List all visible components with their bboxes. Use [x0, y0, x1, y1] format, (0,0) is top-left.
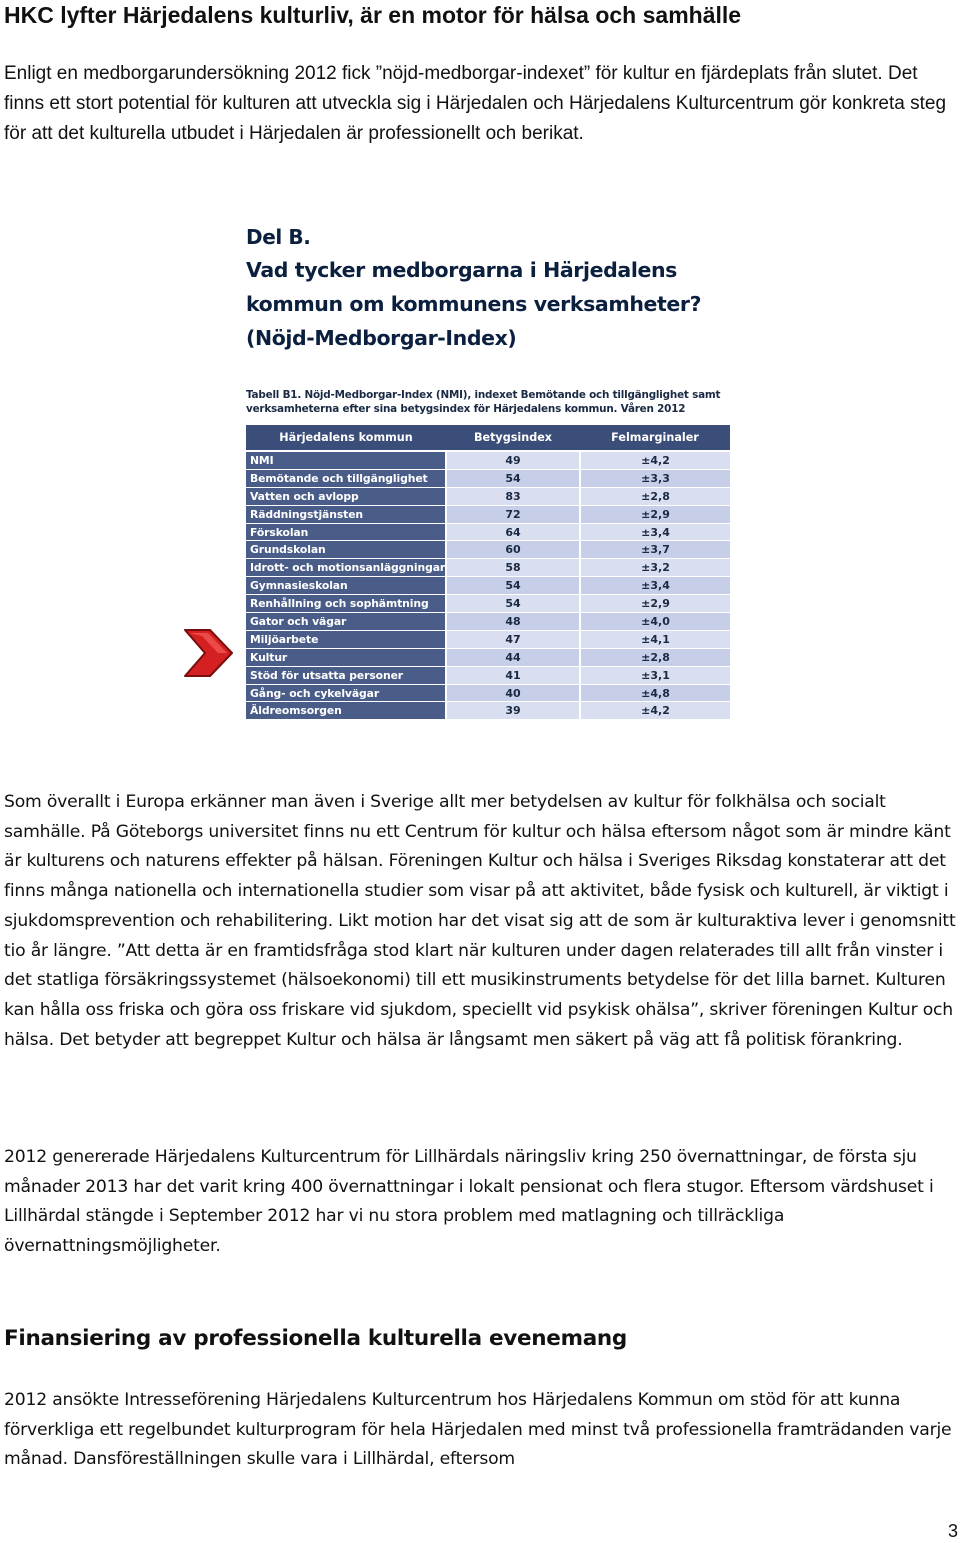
row-score-cell: 64 — [446, 523, 580, 541]
table-row — [246, 684, 730, 702]
page-number: 3 — [947, 1521, 958, 1541]
row-name-cell: Räddningstjänsten — [246, 505, 446, 523]
row-margin-cell: ±3,3 — [580, 469, 730, 487]
intro-paragraph: Enligt en medborgarundersökning 2012 fick ”nöjd-medborgar-indexet” för kultur en fjärdeplats från slutet. Det finns ett stort potential för kulturen att utveckla sig i Härjedalen och Härjedalens Kulturcentrum gör konkreta steg för att det kulturella utbudet i Härjedalen är professionellt och berikat. — [4, 63, 947, 144]
table-row — [246, 630, 730, 648]
table-row — [246, 559, 730, 577]
table-row — [246, 613, 730, 631]
row-score-cell: 54 — [446, 577, 580, 595]
paragraph-financing: 2012 ansökte Intresseförening Härjedalens Kulturcentrum hos Härjedalens Kommun om stöd för att kunna förverkliga ett regelbundet kulturprogram för hela Härjedalen med minst två professionella framträdanden varje månad. Dansföreställningen skulle vara i Lillhärdal, eftersom — [4, 1390, 952, 1470]
column-header-municipality: Härjedalens kommun — [246, 425, 446, 451]
row-name-cell: Vatten och avlopp — [246, 487, 446, 505]
table-row — [246, 451, 730, 469]
row-margin-cell: ±4,0 — [580, 613, 730, 631]
section-subheading: Finansiering av professionella kulturella evenemang — [4, 1326, 627, 1351]
row-score-cell: 54 — [446, 469, 580, 487]
row-name-cell: Grundskolan — [246, 541, 446, 559]
row-score-cell: 49 — [446, 451, 580, 469]
page-heading: HKC lyfter Härjedalens kulturliv, är en motor för hälsa och samhälle — [4, 2, 742, 28]
figure-question-line-2: kommun om kommunens verksamheter? — [246, 292, 702, 316]
row-name-cell: Förskolan — [246, 523, 446, 541]
row-margin-cell: ±4,2 — [580, 702, 730, 720]
row-margin-cell: ±3,1 — [580, 666, 730, 684]
table-row — [246, 505, 730, 523]
row-score-cell: 40 — [446, 684, 580, 702]
table-row — [246, 666, 730, 684]
row-margin-cell: ±3,2 — [580, 559, 730, 577]
table-row — [246, 702, 730, 720]
row-margin-cell: ±2,8 — [580, 487, 730, 505]
nmi-table — [246, 425, 730, 720]
table-row — [246, 469, 730, 487]
figure-question-line-3: (Nöjd-Medborgar-Index) — [246, 326, 517, 350]
nmi-figure — [176, 213, 736, 725]
row-score-cell: 54 — [446, 595, 580, 613]
figure-caption — [246, 388, 736, 416]
row-score-cell: 44 — [446, 648, 580, 666]
table-row — [246, 595, 730, 613]
row-score-cell: 72 — [446, 505, 580, 523]
row-name-cell: Bemötande och tillgänglighet — [246, 469, 446, 487]
row-score-cell: 58 — [446, 559, 580, 577]
row-name-cell: Renhållning och sophämtning — [246, 595, 446, 613]
table-header-row — [246, 425, 730, 451]
paragraph-culture-health: Som överallt i Europa erkänner man även i Sverige allt mer betydelsen av kultur för folkhälsa och socialt samhälle. På Göteborgs universitet finns nu ett Centrum för kultur och hälsa eftersom något som är mindre känt är kulturens och naturens effekter på hälsan. Föreningen Kultur och hälsa i Sveriges Riksdag konstaterar att det finns många nationella och internationella studier som visar på att aktivitet, både fysisk och kulturell, är viktigt i sjukdomsprevention och rehabilitering. Likt motion har det visat sig att de som är kulturaktiva lever i genomsnitt tio år längre. ”Att detta är en framtidsfråga stod klart när kulturen under dagen relaterades till allt från vinster i det statliga försäkringssystemet (hälsoekonomi) till ett musikinstruments betydelse för det lilla barnet. Kulturen kan hålla oss friska och göra oss friskare vid sjukdom, speciellt vid psykisk ohälsa”, skriver föreningen Kultur och hälsa. Det betyder att begreppet Kultur och hälsa är långsamt men säkert på väg att få politisk förankring. — [4, 792, 956, 1050]
row-margin-cell: ±3,7 — [580, 541, 730, 559]
figure-caption-line-2: verksamheterna efter sina betygsindex för Härjedalens kommun. Våren 2012 — [246, 403, 686, 415]
table-row — [246, 648, 730, 666]
table-row — [246, 487, 730, 505]
row-margin-cell: ±3,4 — [580, 577, 730, 595]
figure-caption-line-1: Tabell B1. Nöjd-Medborgar-Index (NMI), indexet Bemötande och tillgänglighet samt — [246, 389, 721, 401]
figure-question-line-1: Vad tycker medborgarna i Härjedalens — [246, 258, 677, 282]
row-score-cell: 48 — [446, 613, 580, 631]
table-row — [246, 577, 730, 595]
row-name-cell: Miljöarbete — [246, 630, 446, 648]
column-header-score: Betygsindex — [446, 425, 580, 451]
row-margin-cell: ±2,9 — [580, 595, 730, 613]
row-name-cell: NMI — [246, 451, 446, 469]
row-score-cell: 41 — [446, 666, 580, 684]
table-row — [246, 541, 730, 559]
row-margin-cell: ±2,9 — [580, 505, 730, 523]
row-margin-cell: ±4,8 — [580, 684, 730, 702]
column-header-margin: Felmarginaler — [580, 425, 730, 451]
row-name-cell: Gator och vägar — [246, 613, 446, 631]
row-margin-cell: ±4,1 — [580, 630, 730, 648]
row-name-cell: Äldreomsorgen — [246, 702, 446, 720]
table-row — [246, 523, 730, 541]
row-margin-cell: ±3,4 — [580, 523, 730, 541]
row-name-cell: Idrott- och motionsanläggningar — [246, 559, 446, 577]
row-name-cell: Gång- och cykelvägar — [246, 684, 446, 702]
figure-heading — [246, 221, 736, 355]
row-score-cell: 39 — [446, 702, 580, 720]
paragraph-overnight-stays: 2012 genererade Härjedalens Kulturcentrum för Lillhärdals näringsliv kring 250 övernattningar, de första sju månader 2013 har det varit kring 400 övernattningar i lokalt pensionat och flera stugor. Eftersom värdshuset i Lillhärdal stängde i September 2012 har vi nu stora problem med matlagning och tillräckliga övernattningsmöjligheter. — [4, 1147, 934, 1257]
row-name-cell: Kultur — [246, 648, 446, 666]
table-body — [246, 451, 730, 720]
row-name-cell: Stöd för utsatta personer — [246, 666, 446, 684]
row-margin-cell: ±4,2 — [580, 451, 730, 469]
row-score-cell: 47 — [446, 630, 580, 648]
row-margin-cell: ±2,8 — [580, 648, 730, 666]
row-score-cell: 83 — [446, 487, 580, 505]
figure-section-label: Del B. — [246, 225, 311, 249]
row-name-cell: Gymnasieskolan — [246, 577, 446, 595]
row-score-cell: 60 — [446, 541, 580, 559]
red-chevron-arrow-icon — [180, 627, 234, 679]
